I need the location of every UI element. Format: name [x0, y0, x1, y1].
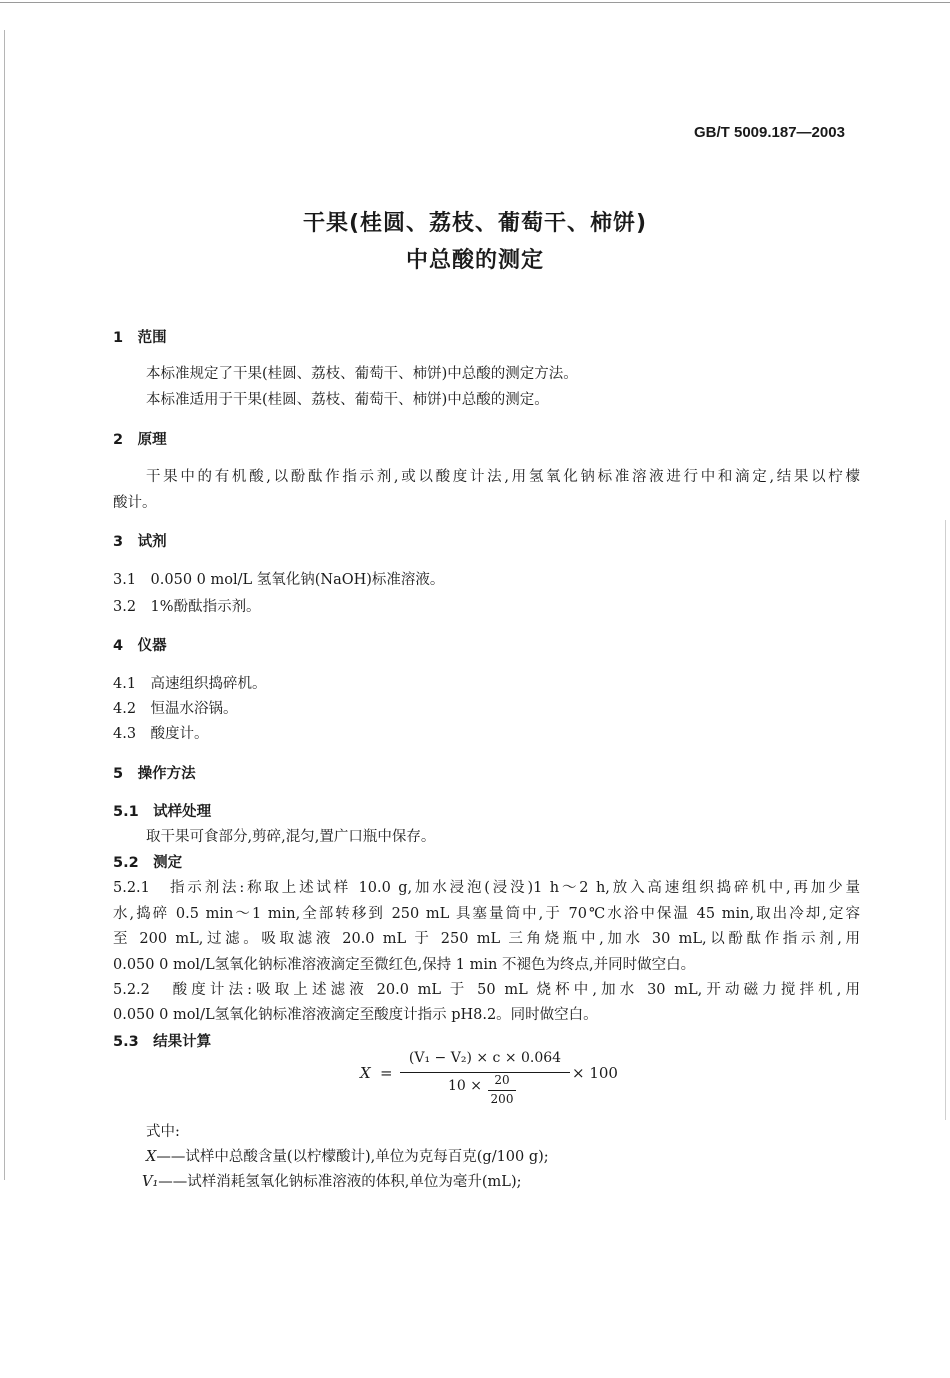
item-4-2: 4.2 恒温水浴锅。 [113, 701, 238, 717]
formula-sub-fraction-bar [488, 1090, 516, 1091]
legend-v1-symbol: V₁ [142, 1174, 159, 1190]
formula-sub-denominator: 200 [490, 1092, 514, 1106]
legend-x-symbol: X [146, 1149, 157, 1165]
legend-item-x [146, 1145, 549, 1166]
section-5-2-heading: 5.2 测定 [113, 855, 183, 871]
section-1-para-1: 本标准规定了干果(桂圆、荔枝、葡萄干、柿饼)中总酸的测定方法。 [146, 366, 578, 382]
legend-x-description: ——试样中总酸含量(以柠檬酸计),单位为克每百克(g/100 g); [156, 1149, 549, 1165]
section-3-heading: 3 试剂 [113, 534, 167, 550]
document-title-line2: 中总酸的测定 [405, 248, 544, 273]
standard-number: GB/T 5009.187—2003 [694, 124, 845, 141]
formula-fraction-bar [400, 1072, 570, 1073]
section-1-para-2: 本标准适用于干果(桂圆、荔枝、葡萄干、柿饼)中总酸的测定。 [146, 392, 549, 408]
legend-item-v1 [142, 1170, 521, 1191]
legend-intro: 式中: [146, 1124, 180, 1140]
section-5-2-1-line4: 0.050 0 mol/L氢氧化钠标准溶液滴定至微红色,保持 1 min 不褪色为终点,并同时做空白。 [113, 957, 696, 973]
legend-v1-description: ——试样消耗氢氧化钠标准溶液的体积,单位为毫升(mL); [158, 1174, 522, 1190]
formula-equals: = [380, 1064, 393, 1082]
section-5-2-1-line1: 5.2.1 指示剂法:称取上述试样 10.0 g,加水浸泡(浸没)1 h～2 h,放入高速组织捣碎机中,再加少量 [113, 880, 860, 896]
item-4-1: 4.1 高速组织捣碎机。 [113, 676, 267, 692]
item-4-3: 4.3 酸度计。 [113, 726, 209, 742]
section-5-2-1-line3: 至 200 mL,过滤。吸取滤液 20.0 mL 于 250 mL 三角烧瓶中,加水 30 mL,以酚酞作指示剂,用 [113, 931, 860, 947]
section-5-2-1-line2: 水,捣碎 0.5 min～1 min,全部转移到 250 mL 具塞量筒中,于 70℃水浴中保温 45 min,取出冷却,定容 [113, 906, 860, 922]
item-3-1: 3.1 0.050 0 mol/L 氢氧化钠(NaOH)标准溶液。 [113, 572, 445, 588]
section-4-heading: 4 仪器 [113, 638, 167, 654]
formula-sub-numerator: 20 [494, 1073, 510, 1087]
formula-numerator: (V₁ − V₂) × c × 0.064 [408, 1050, 562, 1066]
item-3-2: 3.2 1%酚酞指示剂。 [113, 599, 261, 615]
formula-multiplier: × 100 [572, 1064, 618, 1082]
section-5-1-heading: 5.1 试样处理 [113, 804, 212, 820]
document-title-line1: 干果(桂圆、荔枝、葡萄干、柿饼) [302, 211, 648, 236]
section-2-heading: 2 原理 [113, 432, 167, 448]
page-top-rule [0, 2, 950, 3]
section-5-1-para: 取干果可食部分,剪碎,混匀,置广口瓶中保存。 [146, 829, 436, 845]
section-5-2-2-line2: 0.050 0 mol/L氢氧化钠标准溶液滴定至酸度计指示 pH8.2。同时做空白。 [113, 1007, 598, 1023]
section-1-heading: 1 范围 [113, 330, 167, 346]
section-5-2-2-line1: 5.2.2 酸度计法:吸取上述滤液 20.0 mL 于 50 mL 烧杯中,加水 30 mL,开动磁力搅拌机,用 [113, 982, 860, 998]
section-5-3-heading: 5.3 结果计算 [113, 1034, 212, 1050]
formula-lhs: X [360, 1064, 371, 1082]
scan-left-edge [4, 30, 5, 1180]
formula-denominator-prefix: 10 × [448, 1078, 482, 1094]
section-5-heading: 5 操作方法 [113, 766, 196, 782]
section-2-para-line2: 酸计。 [113, 495, 157, 511]
scan-right-edge [945, 520, 946, 1120]
section-2-para-line1: 干果中的有机酸,以酚酞作指示剂,或以酸度计法,用氢氧化钠标准溶液进行中和滴定,结果以柠檬 [146, 469, 860, 485]
